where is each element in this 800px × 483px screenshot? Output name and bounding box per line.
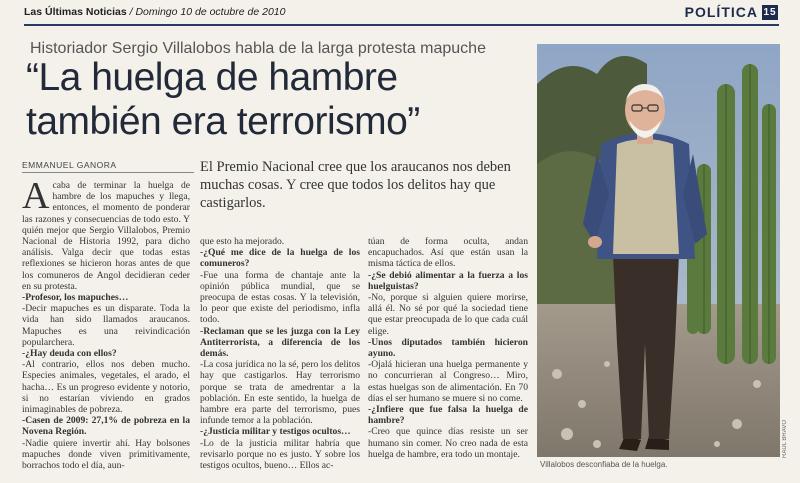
answer: -Lo de la justicia militar habría que revisarlo porque no es justo. Y sobre los testigos ocultos, bueno… Ellos ac- — [200, 437, 360, 472]
section-label — [685, 4, 778, 20]
answer: -La cosa jurídica no la sé, pero los delitos hay que castigarlos. Hay terrorismo porque se trata de amedrentar a la población. En este sentido, la huelga de hambre era parte del terrorismo, pues infunde temor a la población. — [200, 359, 360, 427]
column-3 — [368, 236, 528, 460]
column-1 — [22, 175, 190, 472]
answer: -Al contrario, ellos nos deben mucho. Especies animales, vegetales, el arado, el hacha… Es un progreso evidente y notorio, si no estarían viviendo en grados inimaginables de pobreza. — [22, 359, 190, 416]
question: -Unos diputados también hicieron ayuno. — [368, 336, 528, 360]
answer: -Fue una forma de chantaje ante la opinión pública mundial, que se preocupa de estas cosas. Y la televisión, lo peor que existe del periodismo, infla todo. — [200, 269, 360, 326]
section-name: POLÍTICA — [684, 4, 758, 20]
issue-date: / Domingo 10 de octubre de 2010 — [126, 6, 286, 18]
question: -Casen de 2009: 27,1% de pobreza en la Novena Región. — [22, 415, 190, 438]
article-kicker: Historiador Sergio Villalobos habla de la larga protesta mapuche — [30, 40, 486, 57]
column-2 — [200, 236, 360, 471]
drop-cap: A — [22, 175, 50, 217]
question: -Profesor, los mapuches… — [22, 292, 129, 304]
question: -¿Justicia militar y testigos ocultos… — [200, 426, 351, 438]
answer-continued: que esto ha mejorado. — [200, 236, 285, 247]
photo-caption: Villalobos desconfiaba de la huelga. — [540, 460, 668, 469]
byline: EMMANUEL GANORA — [22, 160, 117, 170]
intro-text: caba de terminar la huelga de hambre de los mapuches y llega, entonces, el momento de ponderar las razones y consecuencias de todo esto. Y quién mejor que Sergio Villalobos, Premio Nacional de Historia 1992, para dicho análisis. Valga decir que todas estas reflexiones se hicieron horas antes de que los comuneros de Angol decidieran ceder en su protesta. — [22, 180, 190, 292]
answer: -Decir mapuches es un disparate. Toda la vida han sido llamados araucanos. Mapuches es una reivindicación popularchera. — [22, 303, 190, 348]
article-headline: “La huelga de hambre también era terrorismo” — [26, 56, 420, 143]
portrait-photo — [537, 44, 780, 457]
header-rule — [24, 24, 779, 26]
page-number: 15 — [763, 6, 777, 18]
masthead — [24, 6, 285, 18]
answer: -No, porque si alguien quiere morirse, allá él. No sé por qué la sociedad tiene que estar preocupada de lo que cada cuál elige. — [368, 292, 528, 337]
photo-illustration — [537, 44, 780, 457]
answer: -Nadie quiere invertir ahí. Hay bolsones mapuches donde viven primitivamente, borrachos todo el día, aun- — [22, 437, 190, 472]
question: -¿Hay deuda con ellos? — [22, 348, 117, 360]
byline-rule — [22, 172, 194, 173]
question: -¿Infiere que fue falsa la huelga de hambre? — [368, 404, 528, 427]
photo-credit: RAUL BRAVO — [782, 420, 788, 459]
question: -Reclaman que se les juzga con la Ley Antiterrorista, a diferencia de los demás. — [200, 325, 360, 360]
answer: -Ojalá hicieran una huelga permanente y no concurrieran al Congreso… Miro, estas huelgas son de alimentación. En 70 días el ser humano se muere si no come. — [368, 359, 528, 404]
question: -¿Qué me dice de la huelga de los comuneros? — [200, 247, 360, 270]
answer-continued: túan de forma oculta, andan encapuchados. Así que están usan la misma táctica de ellos. — [368, 236, 528, 270]
answer: -Creo que quince días resiste un ser humano sin comer. No creo nada de esta huelga de hambre, era todo un montaje. — [368, 426, 528, 460]
article-lead: El Premio Nacional cree que los araucanos nos deben muchas cosas. Y cree que todos los delitos hay que castigarlos. — [200, 159, 511, 211]
question: -¿Se debió alimentar a la fuerza a los huelguistas? — [368, 269, 528, 292]
paper-name: Las Últimas Noticias — [24, 6, 127, 18]
